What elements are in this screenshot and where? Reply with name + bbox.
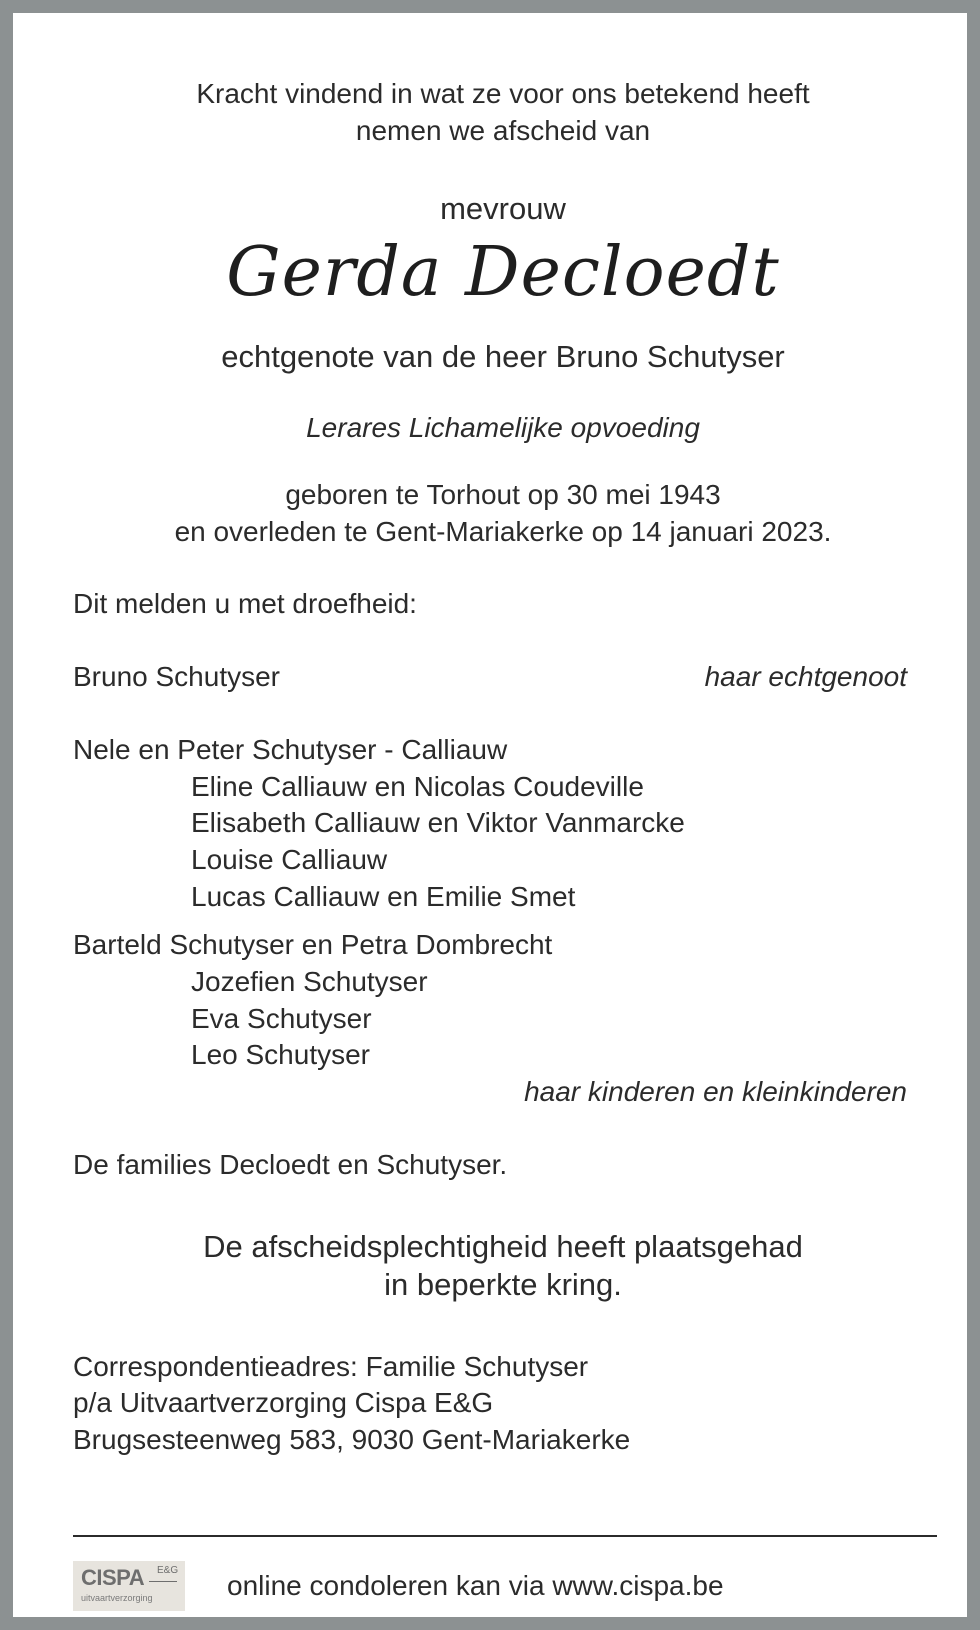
families-line: De families Decloedt en Schutyser. bbox=[73, 1149, 508, 1180]
online-condolence: online condoleren kan via www.cispa.be bbox=[227, 1570, 724, 1601]
correspondence-line: Correspondentieadres: Familie Schutyser bbox=[73, 1351, 589, 1382]
salutation: mevrouw bbox=[440, 191, 566, 226]
grandchild: Eva Schutyser bbox=[191, 1003, 372, 1034]
ceremony-line-1: De afscheidsplechtigheid heeft plaatsgehad bbox=[203, 1229, 803, 1264]
spouse-relation: haar echtgenoot bbox=[704, 661, 907, 692]
death-line: en overleden te Gent-Mariakerke op 14 januari 2023. bbox=[174, 516, 832, 547]
announcement: Dit melden u met droefheid: bbox=[73, 588, 417, 619]
divider bbox=[73, 1535, 937, 1537]
spouse-name: Bruno Schutyser bbox=[73, 661, 280, 692]
family-head: Barteld Schutyser en Petra Dombrecht bbox=[73, 929, 553, 960]
grandchild: Eline Calliauw en Nicolas Coudeville bbox=[191, 771, 644, 802]
spouse-line: echtgenote van de heer Bruno Schutyser bbox=[221, 339, 785, 374]
profession: Lerares Lichamelijke opvoeding bbox=[306, 412, 700, 443]
intro-line-1: Kracht vindend in wat ze voor ons betekend heeft bbox=[196, 78, 810, 109]
grandchild: Lucas Calliauw en Emilie Smet bbox=[191, 881, 576, 912]
deceased-name: Gerda Decloedt bbox=[226, 233, 780, 312]
grandchild: Louise Calliauw bbox=[191, 844, 388, 875]
grandchild: Leo Schutyser bbox=[191, 1039, 370, 1070]
ceremony-line-2: in beperkte kring. bbox=[384, 1267, 622, 1302]
intro-line-2: nemen we afscheid van bbox=[355, 115, 651, 146]
grandchild: Elisabeth Calliauw en Viktor Vanmarcke bbox=[191, 807, 685, 838]
correspondence-line: p/a Uitvaartverzorging Cispa E&G bbox=[73, 1387, 494, 1418]
logo-eg: E&G bbox=[157, 1565, 179, 1576]
logo-word: CISPA bbox=[81, 1565, 145, 1590]
birth-line: geboren te Torhout op 30 mei 1943 bbox=[285, 479, 721, 510]
family-head: Nele en Peter Schutyser - Calliauw bbox=[73, 734, 508, 765]
logo-line bbox=[149, 1581, 177, 1582]
grandchild: Jozefien Schutyser bbox=[191, 966, 428, 997]
correspondence-line: Brugsesteenweg 583, 9030 Gent-Mariakerke bbox=[73, 1424, 631, 1455]
logo-subtitle: uitvaartverzorging bbox=[81, 1593, 153, 1603]
cispa-logo bbox=[73, 1561, 185, 1611]
children-relation: haar kinderen en kleinkinderen bbox=[524, 1076, 907, 1107]
